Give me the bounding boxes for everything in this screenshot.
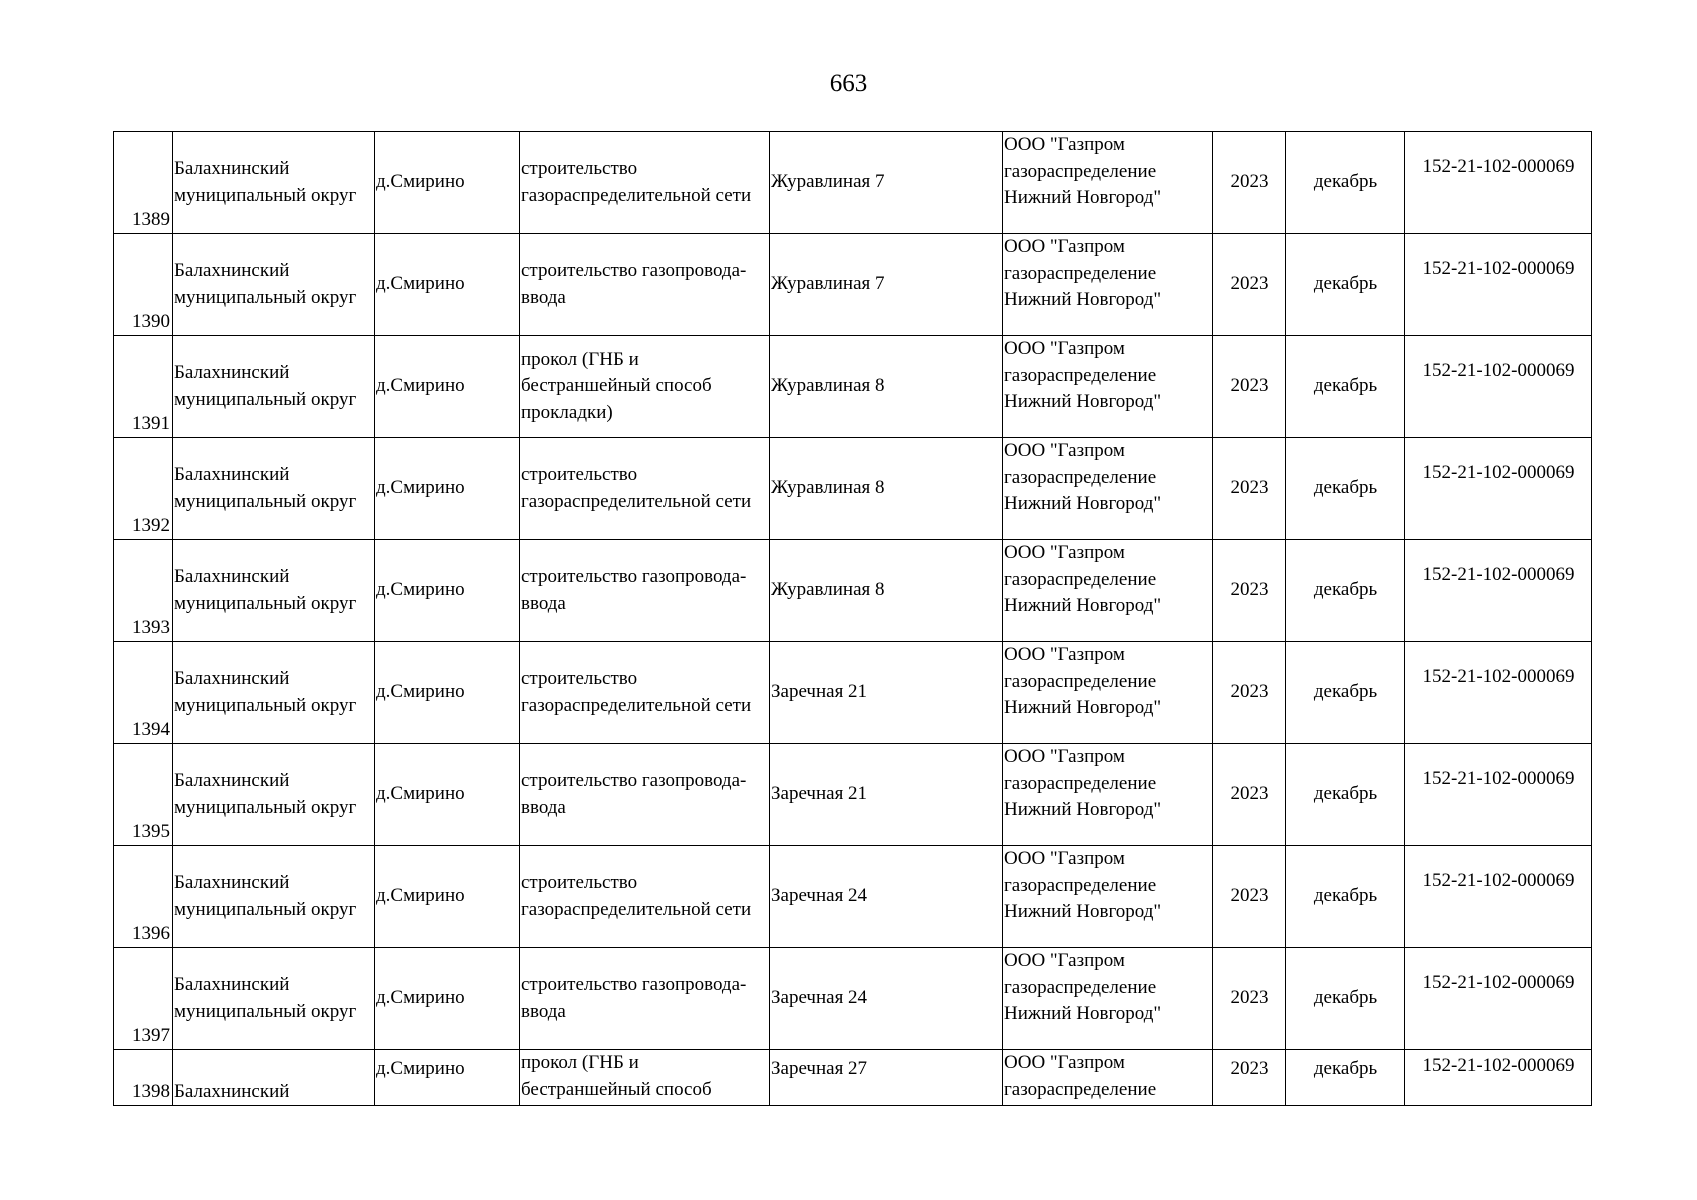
district-cell bbox=[173, 540, 375, 642]
organization-line: Нижний Новгород" bbox=[1004, 289, 1162, 310]
page-number: 663 bbox=[829, 70, 868, 97]
year-cell bbox=[1213, 234, 1286, 336]
village: д.Смирино bbox=[376, 783, 465, 805]
row-number-cell bbox=[114, 642, 173, 744]
organization-cell bbox=[1003, 540, 1213, 642]
organization-line: газораспределение bbox=[1004, 160, 1157, 182]
street-cell bbox=[770, 948, 1003, 1050]
month: декабрь bbox=[1313, 783, 1378, 805]
village-cell bbox=[375, 234, 520, 336]
registry-table bbox=[113, 131, 1592, 1106]
organization-line: Нижний Новгород" bbox=[1004, 187, 1162, 208]
month: декабрь bbox=[1313, 273, 1378, 295]
row-number: 1396 bbox=[132, 922, 170, 944]
district-cell bbox=[173, 948, 375, 1050]
work-type-cell bbox=[520, 846, 770, 948]
row-number: 1389 bbox=[132, 208, 170, 230]
work-type-line: строительство газопровода- bbox=[521, 770, 747, 791]
organization-line: газораспределение bbox=[1004, 1078, 1157, 1100]
street: Журавлиная 8 bbox=[771, 375, 885, 397]
work-type-line: газораспределительной сети bbox=[521, 898, 752, 920]
table-row bbox=[114, 336, 1592, 438]
village-cell bbox=[375, 846, 520, 948]
street: Журавлиная 7 bbox=[771, 171, 885, 193]
work-type-line: строительство bbox=[521, 872, 638, 893]
month-cell bbox=[1286, 744, 1405, 846]
organization-line: ООО "Газпром bbox=[1004, 542, 1125, 563]
table-row bbox=[114, 642, 1592, 744]
village-cell bbox=[375, 642, 520, 744]
village: д.Смирино bbox=[376, 885, 465, 907]
organization-line: ООО "Газпром bbox=[1004, 950, 1125, 971]
district-line: муниципальный округ bbox=[174, 184, 357, 206]
village-cell bbox=[375, 1050, 520, 1106]
village-cell bbox=[375, 540, 520, 642]
organization-line: ООО "Газпром bbox=[1004, 746, 1125, 767]
work-type-line: строительство bbox=[521, 668, 638, 689]
district-cell bbox=[173, 642, 375, 744]
work-type-cell bbox=[520, 438, 770, 540]
row-number: 1398 bbox=[132, 1080, 170, 1102]
year-cell bbox=[1213, 438, 1286, 540]
organization-line: газораспределение bbox=[1004, 976, 1157, 998]
district-cell bbox=[173, 234, 375, 336]
work-type-cell bbox=[520, 336, 770, 438]
village: д.Смирино bbox=[376, 1058, 465, 1079]
district-line: Балахнинский bbox=[174, 668, 290, 689]
row-number: 1395 bbox=[132, 820, 170, 842]
street-cell bbox=[770, 744, 1003, 846]
month-cell bbox=[1286, 846, 1405, 948]
district-line: Балахнинский bbox=[174, 158, 290, 179]
month-cell bbox=[1286, 540, 1405, 642]
district-line: муниципальный округ bbox=[174, 694, 357, 716]
organization-cell bbox=[1003, 744, 1213, 846]
street-cell bbox=[770, 438, 1003, 540]
district-line: муниципальный округ bbox=[174, 592, 357, 614]
year: 2023 bbox=[1230, 171, 1269, 193]
street-cell bbox=[770, 234, 1003, 336]
month: декабрь bbox=[1313, 885, 1378, 907]
district-cell bbox=[173, 438, 375, 540]
district-line: муниципальный округ bbox=[174, 286, 357, 308]
table-row bbox=[114, 234, 1592, 336]
year: 2023 bbox=[1230, 1058, 1269, 1079]
organization-cell bbox=[1003, 438, 1213, 540]
village-cell bbox=[375, 132, 520, 234]
row-number-cell bbox=[114, 846, 173, 948]
organization-line: ООО "Газпром bbox=[1004, 338, 1125, 359]
month: декабрь bbox=[1313, 681, 1378, 703]
code-cell bbox=[1405, 336, 1592, 438]
work-type-line: прокол (ГНБ и bbox=[521, 1052, 639, 1073]
work-type-line: ввода bbox=[521, 592, 566, 614]
object-code: 152-21-102-000069 bbox=[1422, 666, 1575, 687]
work-type-line: газораспределительной сети bbox=[521, 490, 752, 512]
district-line: муниципальный округ bbox=[174, 796, 357, 818]
district-cell bbox=[173, 846, 375, 948]
work-type-line: строительство газопровода- bbox=[521, 566, 747, 587]
row-number-cell bbox=[114, 1050, 173, 1106]
organization-line: ООО "Газпром bbox=[1004, 236, 1125, 257]
organization-line: газораспределение bbox=[1004, 568, 1157, 590]
month-cell bbox=[1286, 132, 1405, 234]
work-type-line: газораспределительной сети bbox=[521, 694, 752, 716]
organization-cell bbox=[1003, 132, 1213, 234]
month-cell bbox=[1286, 336, 1405, 438]
work-type-line: ввода bbox=[521, 286, 566, 308]
organization-cell bbox=[1003, 336, 1213, 438]
district-cell bbox=[173, 132, 375, 234]
work-type-cell bbox=[520, 744, 770, 846]
object-code: 152-21-102-000069 bbox=[1422, 360, 1575, 381]
street-cell bbox=[770, 540, 1003, 642]
street: Заречная 24 bbox=[771, 885, 868, 907]
district-line: Балахнинский bbox=[174, 974, 290, 995]
month-cell bbox=[1286, 438, 1405, 540]
organization-line: ООО "Газпром bbox=[1004, 848, 1125, 869]
row-number-cell bbox=[114, 336, 173, 438]
organization-cell bbox=[1003, 1050, 1213, 1106]
month: декабрь bbox=[1313, 987, 1378, 1009]
month: декабрь bbox=[1313, 375, 1378, 397]
row-number-cell bbox=[114, 744, 173, 846]
district-line: муниципальный округ bbox=[174, 490, 357, 512]
year-cell bbox=[1213, 336, 1286, 438]
organization-line: газораспределение bbox=[1004, 874, 1157, 896]
month-cell bbox=[1286, 948, 1405, 1050]
work-type-cell bbox=[520, 132, 770, 234]
code-cell bbox=[1405, 132, 1592, 234]
village-cell bbox=[375, 438, 520, 540]
street: Заречная 21 bbox=[771, 783, 868, 805]
district-cell bbox=[173, 1050, 375, 1106]
district-line: муниципальный округ bbox=[174, 1000, 357, 1022]
district-cell bbox=[173, 744, 375, 846]
work-type-line: строительство bbox=[521, 158, 638, 179]
row-number: 1391 bbox=[132, 412, 170, 434]
code-cell bbox=[1405, 948, 1592, 1050]
organization-line: газораспределение bbox=[1004, 772, 1157, 794]
district-line: Балахнинский bbox=[174, 464, 290, 485]
work-type-cell bbox=[520, 234, 770, 336]
table-row bbox=[114, 540, 1592, 642]
village: д.Смирино bbox=[376, 171, 465, 193]
village: д.Смирино bbox=[376, 375, 465, 397]
year-cell bbox=[1213, 132, 1286, 234]
month-cell bbox=[1286, 1050, 1405, 1106]
organization-cell bbox=[1003, 846, 1213, 948]
table-row bbox=[114, 744, 1592, 846]
organization-cell bbox=[1003, 948, 1213, 1050]
code-cell bbox=[1405, 744, 1592, 846]
object-code: 152-21-102-000069 bbox=[1422, 258, 1575, 279]
street: Заречная 24 bbox=[771, 987, 868, 1009]
row-number: 1390 bbox=[132, 310, 170, 332]
district-line: муниципальный округ bbox=[174, 898, 357, 920]
district-line: Балахнинский bbox=[174, 260, 290, 281]
row-number-cell bbox=[114, 234, 173, 336]
year: 2023 bbox=[1230, 987, 1269, 1009]
object-code: 152-21-102-000069 bbox=[1422, 156, 1575, 177]
month-cell bbox=[1286, 234, 1405, 336]
code-cell bbox=[1405, 846, 1592, 948]
street-cell bbox=[770, 846, 1003, 948]
year: 2023 bbox=[1230, 885, 1269, 907]
year: 2023 bbox=[1230, 783, 1269, 805]
work-type-line: бестраншейный способ bbox=[521, 375, 712, 397]
district-cell bbox=[173, 336, 375, 438]
organization-line: Нижний Новгород" bbox=[1004, 493, 1162, 514]
village: д.Смирино bbox=[376, 579, 465, 601]
table-row bbox=[114, 1050, 1592, 1106]
work-type-line: газораспределительной сети bbox=[521, 184, 752, 206]
work-type-cell bbox=[520, 1050, 770, 1106]
object-code: 152-21-102-000069 bbox=[1422, 462, 1575, 483]
year: 2023 bbox=[1230, 375, 1269, 397]
year-cell bbox=[1213, 846, 1286, 948]
object-code: 152-21-102-000069 bbox=[1422, 564, 1575, 585]
village: д.Смирино bbox=[376, 987, 465, 1009]
street: Журавлиная 8 bbox=[771, 477, 885, 499]
street-cell bbox=[770, 336, 1003, 438]
street: Журавлиная 7 bbox=[771, 273, 885, 295]
month: декабрь bbox=[1313, 1058, 1378, 1079]
row-number-cell bbox=[114, 438, 173, 540]
organization-line: Нижний Новгород" bbox=[1004, 901, 1162, 922]
month-cell bbox=[1286, 642, 1405, 744]
district-line: Балахнинский bbox=[174, 362, 290, 383]
year-cell bbox=[1213, 540, 1286, 642]
village-cell bbox=[375, 948, 520, 1050]
row-number-cell bbox=[114, 540, 173, 642]
work-type-line: строительство bbox=[521, 464, 638, 485]
object-code: 152-21-102-000069 bbox=[1422, 768, 1575, 789]
work-type-line: строительство газопровода- bbox=[521, 974, 747, 995]
row-number-cell bbox=[114, 948, 173, 1050]
year: 2023 bbox=[1230, 579, 1269, 601]
organization-line: ООО "Газпром bbox=[1004, 134, 1125, 155]
village-cell bbox=[375, 744, 520, 846]
work-type-cell bbox=[520, 948, 770, 1050]
street-cell bbox=[770, 132, 1003, 234]
street: Заречная 21 bbox=[771, 681, 868, 703]
year-cell bbox=[1213, 642, 1286, 744]
table-row bbox=[114, 132, 1592, 234]
district-line: муниципальный округ bbox=[174, 388, 357, 410]
row-number: 1393 bbox=[132, 616, 170, 638]
month: декабрь bbox=[1313, 477, 1378, 499]
organization-line: Нижний Новгород" bbox=[1004, 697, 1162, 718]
district-line: Балахнинский bbox=[174, 1080, 290, 1102]
row-number: 1392 bbox=[132, 514, 170, 536]
organization-line: газораспределение bbox=[1004, 364, 1157, 386]
village: д.Смирино bbox=[376, 477, 465, 499]
village: д.Смирино bbox=[376, 273, 465, 295]
table-row bbox=[114, 846, 1592, 948]
street-cell bbox=[770, 1050, 1003, 1106]
street: Заречная 27 bbox=[771, 1058, 868, 1079]
village-cell bbox=[375, 336, 520, 438]
street-cell bbox=[770, 642, 1003, 744]
organization-line: газораспределение bbox=[1004, 670, 1157, 692]
district-line: Балахнинский bbox=[174, 872, 290, 893]
organization-line: Нижний Новгород" bbox=[1004, 595, 1162, 616]
year-cell bbox=[1213, 1050, 1286, 1106]
work-type-line: прокладки) bbox=[521, 401, 613, 423]
object-code: 152-21-102-000069 bbox=[1422, 870, 1575, 891]
organization-line: Нижний Новгород" bbox=[1004, 799, 1162, 820]
table-row bbox=[114, 438, 1592, 540]
year-cell bbox=[1213, 744, 1286, 846]
year: 2023 bbox=[1230, 273, 1269, 295]
code-cell bbox=[1405, 438, 1592, 540]
table-row bbox=[114, 948, 1592, 1050]
work-type-line: строительство газопровода- bbox=[521, 260, 747, 281]
code-cell bbox=[1405, 642, 1592, 744]
organization-cell bbox=[1003, 642, 1213, 744]
row-number: 1394 bbox=[132, 718, 170, 740]
code-cell bbox=[1405, 1050, 1592, 1106]
organization-cell bbox=[1003, 234, 1213, 336]
organization-line: газораспределение bbox=[1004, 262, 1157, 284]
year: 2023 bbox=[1230, 681, 1269, 703]
district-line: Балахнинский bbox=[174, 770, 290, 791]
object-code: 152-21-102-000069 bbox=[1422, 1055, 1575, 1076]
village: д.Смирино bbox=[376, 681, 465, 703]
object-code: 152-21-102-000069 bbox=[1422, 972, 1575, 993]
month: декабрь bbox=[1313, 579, 1378, 601]
year-cell bbox=[1213, 948, 1286, 1050]
organization-line: ООО "Газпром bbox=[1004, 440, 1125, 461]
code-cell bbox=[1405, 540, 1592, 642]
row-number-cell bbox=[114, 132, 173, 234]
district-line: Балахнинский bbox=[174, 566, 290, 587]
organization-line: Нижний Новгород" bbox=[1004, 391, 1162, 412]
organization-line: Нижний Новгород" bbox=[1004, 1003, 1162, 1024]
work-type-line: прокол (ГНБ и bbox=[521, 348, 639, 370]
month: декабрь bbox=[1313, 171, 1378, 193]
work-type-cell bbox=[520, 642, 770, 744]
table-body bbox=[114, 132, 1592, 1106]
work-type-line: бестраншейный способ bbox=[521, 1078, 712, 1100]
organization-line: газораспределение bbox=[1004, 466, 1157, 488]
work-type-line: ввода bbox=[521, 796, 566, 818]
year: 2023 bbox=[1230, 477, 1269, 499]
code-cell bbox=[1405, 234, 1592, 336]
organization-line: ООО "Газпром bbox=[1004, 644, 1125, 665]
street: Журавлиная 8 bbox=[771, 579, 885, 601]
row-number: 1397 bbox=[132, 1024, 170, 1046]
organization-line: ООО "Газпром bbox=[1004, 1052, 1125, 1073]
work-type-line: ввода bbox=[521, 1000, 566, 1022]
work-type-cell bbox=[520, 540, 770, 642]
